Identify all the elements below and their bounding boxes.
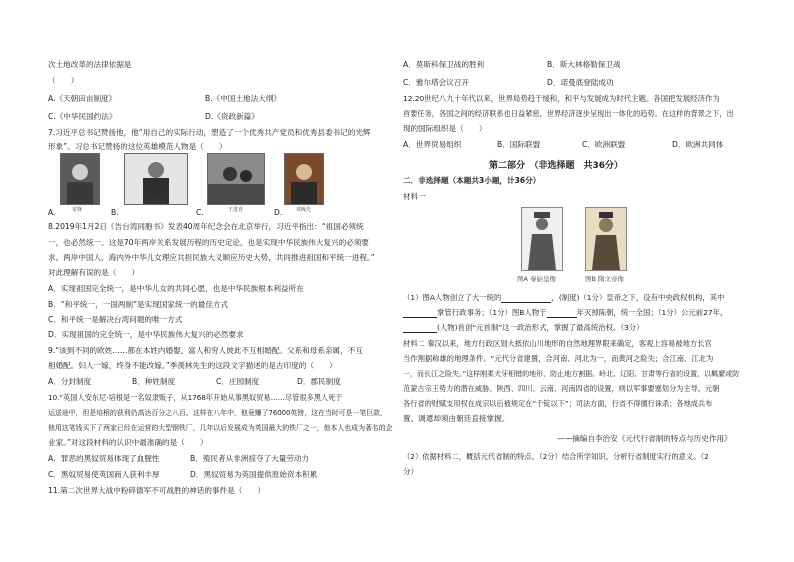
answer-blank-3[interactable] <box>547 309 577 318</box>
q13-1-line1 <box>403 293 725 303</box>
q13-1-text-a: （1）图A人物创立了大一统的 <box>403 293 502 302</box>
figure-b-caption: 图B 隋文帝像 <box>585 275 625 283</box>
q13-1-text-c: 掌管行政事务；（1分）图B人物于 <box>437 308 547 317</box>
q10-stem-1: 10.“英国人安东尼·培根是一名奴隶贩子，从1768年开始从事黑奴贸易……尽管很多黑人死于 <box>48 393 343 402</box>
q6-option-a[interactable]: A.《天朝田亩制度》 <box>48 94 117 103</box>
material2-line4: 范蒙古宗王势力的潜在威胁。陕西、四川、云南、河南四省的设置，则以军事要塞划分为主导。元朝 <box>403 384 720 393</box>
material1-label: 材料一 <box>403 192 426 201</box>
photo-deng-jiaxian <box>284 153 324 205</box>
q8-option-d[interactable]: D．实现祖国的完全统一，是中华民族伟大复兴的必然要求 <box>48 330 244 339</box>
photo-lei-feng <box>60 153 100 205</box>
q13-1-line3 <box>403 323 644 333</box>
q11-option-a[interactable]: A．莫斯科保卫战的胜利 <box>403 60 485 69</box>
q9-option-d[interactable]: D．郡民制度 <box>297 377 341 386</box>
material2-line2: 当作割据称雄的地理条件。“元代分省建置，合河南、河北为一，而黄河之险失；合江南、江北为 <box>403 354 714 363</box>
q7-option-c[interactable]: C. <box>196 208 204 217</box>
q8-option-b[interactable]: B．“和平统一，一国两制”是实现国家统一的最佳方式 <box>48 300 229 309</box>
q13-1-text-d: 年灭掉陈朝，统一全国；（1分）公元前27年， <box>576 308 728 317</box>
q13-1-line2 <box>403 308 727 318</box>
q12-option-b[interactable]: B．国际联盟 <box>497 140 541 149</box>
caption-b: 焦裕禄 <box>150 199 166 205</box>
q12-stem-2: 首要任务，各国之间的经济联系也日益紧密，世界经济逐步呈现出一体化的趋势。在这样的背景之下，出 <box>403 109 734 118</box>
caption-a: 雷锋 <box>72 207 83 213</box>
caption-c: 王进喜 <box>228 207 244 213</box>
q11-option-d[interactable]: D．诺曼底登陆成功 <box>547 78 614 87</box>
material2-line1: 材料二 秦汉以来，地方行政区划大抵依山川地形的自然地理界限来确定，客观上容易被地方长官 <box>403 339 712 348</box>
q11-option-b[interactable]: B．斯大林格勒保卫战 <box>547 60 621 69</box>
q7-option-d[interactable]: D. <box>274 208 283 217</box>
q12-option-a[interactable]: A．世界贸易组织 <box>403 140 462 149</box>
q12-stem-3: 现的国际组织是（ ） <box>403 124 487 133</box>
q12-option-c[interactable]: C．欧洲联盟 <box>582 140 626 149</box>
q8-stem-1: 8.2019年1月2日《告台湾同胞书》发表40周年纪念会在北京举行，习近平指出：“祖国必须统 <box>48 222 364 231</box>
q9-option-a[interactable]: A．分封制度 <box>48 377 92 386</box>
q11-stem: 11.第二次世界大战中粉碎德军不可战胜的神话的事件是（ ） <box>48 486 266 495</box>
q13-2-line1: （2）依据材料二，概括元代省制的特点。（2分）结合所学知识，分析行省制度实行的意义。（2 <box>403 452 709 461</box>
q9-stem-2: 相婚配。妇人一嫁，终身不能改嫁。”季羡林先生的这段文字描述的是古印度的（ ） <box>48 361 337 370</box>
material2-line6: 置、调遣却须由朝廷直接掌握。 <box>403 414 510 423</box>
q8-stem-3: 求。两岸中国人、海内外中华儿女理应共担民族大义顺应历史大势，共同推进祖国和平统一进程。” <box>48 253 375 262</box>
q10-stem-4: 业家。”对这段材料的认识中最准确的是（ ） <box>48 438 208 447</box>
q12-stem-1: 12.20世纪八九十年代以来，世界局势趋于缓和，和平与发展成为时代主题。各国把发展经济作为 <box>403 94 720 103</box>
q7-stem: 7.习近平总书记赞扬他，他“用自己的实际行动，塑造了一个优秀共产党员和优秀县委书记的光辉 <box>48 128 371 137</box>
q8-stem-2: 一，也必然统一。这是70年两岸关系发展历程的历史定论，也是实现中华民族伟大复兴的必须要 <box>48 238 370 247</box>
q10-stem-3: 他用这笔钱买下了两家已经在运营的大型钢铁厂，几年以后发展成为英国最大的铁厂之一，他本人也成为著名的企 <box>48 424 393 432</box>
q9-option-c[interactable]: C．庄园制度 <box>216 377 260 386</box>
q10-option-d[interactable]: D．黑奴贸易为英国提供原始资本积累 <box>190 470 318 479</box>
material2-line5: 各行省的财赋支用权在成宗以后被规定在“千锭以下”；司法方面，行省不得擅行诛杀；各地成兵布 <box>403 399 713 408</box>
q6-option-b[interactable]: B.《中国土地法大纲》 <box>205 94 281 103</box>
answer-blank-4[interactable] <box>403 324 437 333</box>
q6-answer-blank: （ ） <box>48 76 79 85</box>
material2-source: ——摘编自李治安《元代行省制的特点与历史作用》 <box>557 434 732 443</box>
q10-option-c[interactable]: C．黑奴贸易使英国商人获利丰厚 <box>48 470 160 479</box>
figure-a-qin-shi-huang <box>521 207 563 271</box>
material2-line3: 一，而长江之险失。”这样刚柔犬牙相错的地形，防止地方割据。岭北、辽阳、甘肃等行省的设置，以羁縻或防 <box>403 370 740 378</box>
q9-stem-1: 9.“该到不同的欧姓……都在本姓内婚娶，富人和穷人彼此不互相婚配。父系和母系亲属，不互 <box>48 346 363 355</box>
q8-stem-4: 对此理解有误的是（ ） <box>48 268 140 277</box>
part2-heading: 第二部分 （非选择题 共36分） <box>489 161 624 171</box>
q10-option-b[interactable]: B．殖民者从非洲掠夺了大量劳动力 <box>190 454 310 463</box>
q10-option-a[interactable]: A．罪恶的黑奴贸易体现了血腥性 <box>48 454 160 463</box>
q13-1-text-b: ，(制度)（1分）皇帝之下，设有中央政权机构，其中 <box>551 293 725 302</box>
q13-1-text-e: (人物)首创“元首制”这一政治形式，掌握了最高统治权。（3分） <box>437 323 644 332</box>
figure-a-caption: 图A 秦始皇像 <box>517 275 557 283</box>
q7-option-a[interactable]: A. <box>48 208 56 217</box>
q10-stem-2: 运送途中，但是培根的获利仍高达百分之八百。这样在八年中，他竟赚了76000英镑，这在当时可是一笔巨款， <box>48 409 387 417</box>
caption-d: 邓稼先 <box>296 207 312 213</box>
q11-option-c[interactable]: C．雅尔塔会议召开 <box>403 78 470 87</box>
part2-subheading: 二．非选择题（本题共3小题，计36分） <box>403 176 541 185</box>
q13-2-line2: 分） <box>403 467 419 476</box>
figure-b-sui-wendi <box>585 207 627 271</box>
q7-stem-2: 形象”。习总书记赞扬的这位英雄模范人物是（ ） <box>48 142 227 151</box>
q8-option-c[interactable]: C．和平统一是解决台湾问题的唯一方式 <box>48 315 183 324</box>
q8-option-a[interactable]: A．实现祖国完全统一，是中华儿女的共同心愿，也是中华民族根本利益所在 <box>48 284 304 293</box>
photo-wang-jinxi <box>207 153 265 205</box>
q7-option-b[interactable]: B. <box>111 208 119 217</box>
q12-option-d[interactable]: D．欧洲共同体 <box>672 140 724 149</box>
q9-option-b[interactable]: B．种姓制度 <box>132 377 176 386</box>
answer-blank-1[interactable] <box>501 294 551 303</box>
q6-option-d[interactable]: D.《资政新篇》 <box>205 112 259 121</box>
answer-blank-2[interactable] <box>403 309 437 318</box>
q6-stem: 次土地改革的法律依据是 <box>48 60 132 69</box>
q6-option-c[interactable]: C.《中华民国约法》 <box>48 112 117 121</box>
